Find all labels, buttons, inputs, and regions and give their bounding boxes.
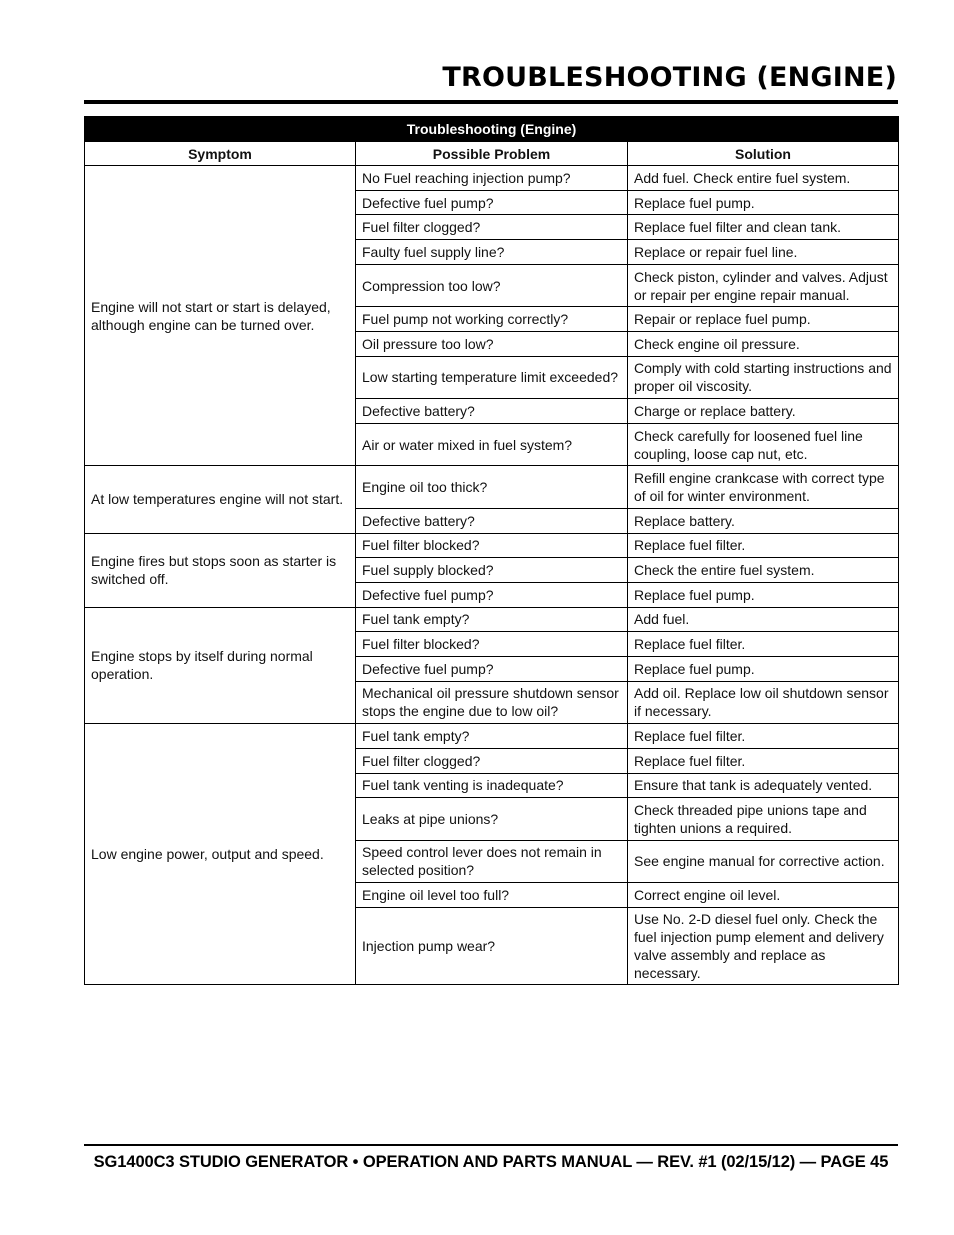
problem-cell: Air or water mixed in fuel system? <box>356 423 628 466</box>
solution-cell: Replace fuel pump. <box>628 190 899 215</box>
problem-cell: Fuel filter blocked? <box>356 632 628 657</box>
problem-cell: Fuel filter clogged? <box>356 215 628 240</box>
problem-cell: Low starting temperature limit exceeded? <box>356 356 628 399</box>
problem-cell: Compression too low? <box>356 264 628 307</box>
solution-cell: Check the entire fuel system. <box>628 558 899 583</box>
problem-cell: Oil pressure too low? <box>356 331 628 356</box>
problem-cell: Fuel filter blocked? <box>356 533 628 558</box>
problem-cell: Engine oil level too full? <box>356 883 628 908</box>
solution-cell: Refill engine crankcase with correct type of oil for winter environment. <box>628 466 899 509</box>
problem-cell: Fuel pump not working correctly? <box>356 307 628 332</box>
table-row <box>85 166 899 191</box>
troubleshooting-table <box>84 116 899 985</box>
solution-cell: Comply with cold starting instructions and proper oil viscosity. <box>628 356 899 399</box>
page-footer: SG1400C3 STUDIO GENERATOR • OPERATION AND PARTS MANUAL — REV. #1 (02/15/12) — PAGE 45 <box>93 1153 889 1171</box>
table-row <box>85 724 899 749</box>
solution-cell: Correct engine oil level. <box>628 883 899 908</box>
solution-cell: Replace fuel filter. <box>628 632 899 657</box>
symptom-cell: At low temperatures engine will not start. <box>85 466 356 533</box>
problem-cell: Fuel filter clogged? <box>356 748 628 773</box>
problem-cell: Fuel tank empty? <box>356 607 628 632</box>
solution-cell: Replace or repair fuel line. <box>628 240 899 265</box>
problem-cell: Speed control lever does not remain in selected position? <box>356 840 628 883</box>
solution-cell: Replace fuel filter. <box>628 533 899 558</box>
table-row <box>85 466 899 509</box>
solution-cell: Check threaded pipe unions tape and tighten unions a required. <box>628 798 899 841</box>
problem-cell: Faulty fuel supply line? <box>356 240 628 265</box>
problem-cell: Defective battery? <box>356 399 628 424</box>
solution-cell: Replace fuel pump. <box>628 656 899 681</box>
table-caption: Troubleshooting (Engine) <box>85 117 899 142</box>
solution-cell: Add oil. Replace low oil shutdown sensor if necessary. <box>628 681 899 724</box>
problem-cell: Fuel tank empty? <box>356 724 628 749</box>
header-solution: Solution <box>628 142 899 166</box>
problem-cell: Mechanical oil pressure shutdown sensor stops the engine due to low oil? <box>356 681 628 724</box>
solution-cell: Replace fuel filter. <box>628 724 899 749</box>
solution-cell: Charge or replace battery. <box>628 399 899 424</box>
problem-cell: Defective fuel pump? <box>356 582 628 607</box>
problem-cell: Engine oil too thick? <box>356 466 628 509</box>
table-body <box>85 166 899 985</box>
solution-cell: Add fuel. Check entire fuel system. <box>628 166 899 191</box>
symptom-cell: Engine stops by itself during normal operation. <box>85 607 356 724</box>
solution-cell: Add fuel. <box>628 607 899 632</box>
solution-cell: See engine manual for corrective action. <box>628 840 899 883</box>
symptom-cell: Low engine power, output and speed. <box>85 724 356 985</box>
problem-cell: Defective fuel pump? <box>356 656 628 681</box>
solution-cell: Check piston, cylinder and valves. Adjust or repair per engine repair manual. <box>628 264 899 307</box>
symptom-cell: Engine will not start or start is delayed, although engine can be turned over. <box>85 166 356 466</box>
title-rule <box>84 100 898 104</box>
solution-cell: Check carefully for loosened fuel line coupling, loose cap nut, etc. <box>628 423 899 466</box>
solution-cell: Ensure that tank is adequately vented. <box>628 773 899 798</box>
problem-cell: No Fuel reaching injection pump? <box>356 166 628 191</box>
table-row <box>85 607 899 632</box>
table-row <box>85 533 899 558</box>
solution-cell: Use No. 2-D diesel fuel only. Check the fuel injection pump element and delivery valve assembly and replace as necessary. <box>628 907 899 984</box>
solution-cell: Replace fuel pump. <box>628 582 899 607</box>
page-title: TROUBLESHOOTING (ENGINE) <box>442 62 897 93</box>
header-symptom: Symptom <box>85 142 356 166</box>
problem-cell: Defective battery? <box>356 508 628 533</box>
problem-cell: Leaks at pipe unions? <box>356 798 628 841</box>
solution-cell: Check engine oil pressure. <box>628 331 899 356</box>
solution-cell: Replace battery. <box>628 508 899 533</box>
problem-cell: Injection pump wear? <box>356 907 628 984</box>
problem-cell: Fuel supply blocked? <box>356 558 628 583</box>
solution-cell: Replace fuel filter. <box>628 748 899 773</box>
problem-cell: Defective fuel pump? <box>356 190 628 215</box>
solution-cell: Replace fuel filter and clean tank. <box>628 215 899 240</box>
problem-cell: Fuel tank venting is inadequate? <box>356 773 628 798</box>
solution-cell: Repair or replace fuel pump. <box>628 307 899 332</box>
header-problem: Possible Problem <box>356 142 628 166</box>
footer-rule <box>84 1144 898 1146</box>
symptom-cell: Engine fires but stops soon as starter is switched off. <box>85 533 356 607</box>
